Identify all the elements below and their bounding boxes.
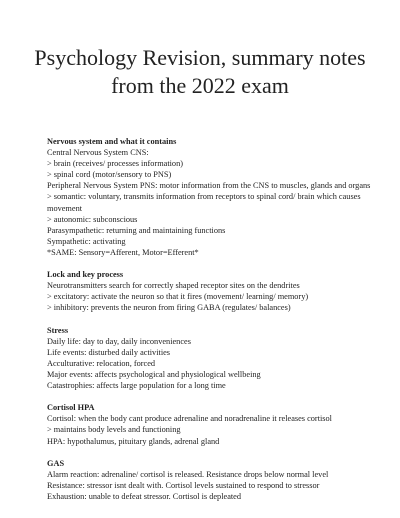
note-line: > excitatory: activate the neuron so that it fires (movement/ learning/ memory) bbox=[47, 292, 309, 302]
page-title-line-2: from the 2022 exam bbox=[111, 73, 289, 98]
section-nervous-system bbox=[47, 136, 372, 258]
note-line: Central Nervous System CNS: bbox=[47, 148, 149, 158]
section-lock-and-key bbox=[47, 269, 372, 313]
note-line: Life events: disturbed daily activities bbox=[47, 347, 171, 357]
page-title bbox=[0, 44, 400, 100]
note-line: Major events: affects psychological and physiological wellbeing bbox=[47, 369, 261, 379]
note-line: > somantic: voluntary, transmits information from receptors to spinal cord/ brain which causes movement bbox=[47, 192, 361, 213]
note-line: Catastrophies: affects large population for a long time bbox=[47, 381, 226, 391]
note-line: Peripheral Nervous System PNS: motor information from the CNS to muscles, glands and organs bbox=[47, 181, 371, 191]
section-heading: Cortisol HPA bbox=[47, 403, 95, 413]
section-heading: Stress bbox=[47, 325, 69, 335]
section-gas bbox=[47, 458, 372, 502]
note-line: Cortisol: when the body cant produce adrenaline and noradrenaline it releases cortisol bbox=[47, 414, 332, 424]
note-line: *SAME: Sensory=Afferent, Motor=Efferent* bbox=[47, 247, 199, 257]
note-line: Acculturative: relocation, forced bbox=[47, 358, 156, 368]
section-stress bbox=[47, 325, 372, 392]
section-cortisol-hpa bbox=[47, 402, 372, 446]
section-heading: Lock and key process bbox=[47, 270, 124, 280]
note-line: > inhibitory: prevents the neuron from firing GABA (regulates/ balances) bbox=[47, 303, 291, 313]
note-line: > brain (receives/ processes information) bbox=[47, 159, 183, 169]
note-line: > spinal cord (motor/sensory to PNS) bbox=[47, 170, 172, 180]
note-line: > maintains body levels and functioning bbox=[47, 425, 181, 435]
section-heading: Nervous system and what it contains bbox=[47, 137, 177, 146]
note-line: Parasympathetic: returning and maintaining functions bbox=[47, 225, 226, 235]
note-line: HPA: hypothalumus, pituitary glands, adrenal gland bbox=[47, 436, 220, 446]
note-line: Neurotransmitters search for correctly shaped receptor sites on the dendrites bbox=[47, 281, 300, 291]
note-line: Alarm reaction: adrenaline/ cortisol is released. Resistance drops below normal level bbox=[47, 469, 329, 479]
note-line: Sympathetic: activating bbox=[47, 236, 126, 246]
note-line: Daily life: day to day, daily inconveniences bbox=[47, 336, 191, 346]
page-title-line-1: Psychology Revision, summary notes bbox=[34, 45, 366, 70]
note-line: > autonomic: subconscious bbox=[47, 214, 138, 224]
note-line: Exhaustion: unable to defeat stressor. Cortisol is depleated bbox=[47, 492, 242, 501]
notes-body bbox=[47, 136, 372, 502]
note-line: Resistance: stressor isnt dealt with. Cortisol levels sustained to respond to stressor bbox=[47, 480, 320, 490]
section-heading: GAS bbox=[47, 458, 65, 468]
